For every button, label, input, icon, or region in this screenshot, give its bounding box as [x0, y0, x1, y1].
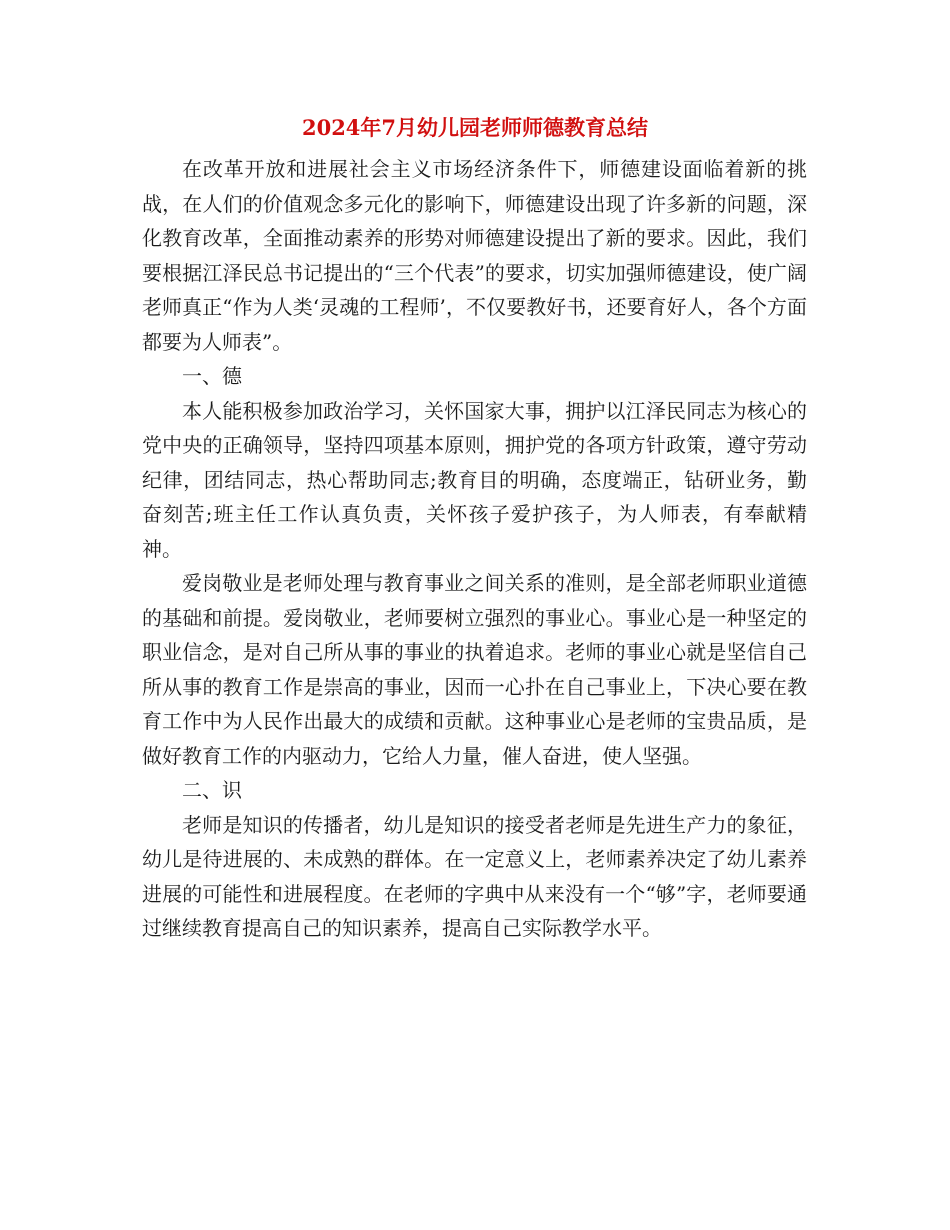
- section-heading-de: 一、德: [182, 364, 242, 388]
- document-title: 2024年7月幼儿园老师师德教育总结: [301, 115, 649, 140]
- document-body: [142, 152, 807, 946]
- paragraph-intro: 在改革开放和进展社会主义市场经济条件下，师德建设面临着新的挑战，在人们的价值观念多元化的影响下，师德建设出现了许多新的问题，深化教育改革，全面推动素养的形势对师德建设提出了新的要求。因此，我们要根据江泽民总书记提出的“三个代表”的要求，切实加强师德建设，使广阔老师真正“作为人类‘灵魂的工程师’，不仅要教好书，还要育好人，各个方面都要为人师表”。: [142, 157, 807, 354]
- section-heading-shi: 二、识: [182, 778, 242, 802]
- paragraph-de-1: 本人能积极参加政治学习，关怀国家大事，拥护以江泽民同志为核心的党中央的正确领导，坚持四项基本原则，拥护党的各项方针政策，遵守劳动纪律，团结同志，热心帮助同志;教育目的明确，态度端正，钻研业务，勤奋刻苦;班主任工作认真负责，关怀孩子爱护孩子，为人师表，有奉献精神。: [142, 398, 807, 561]
- paragraph-de-2: 爱岗敬业是老师处理与教育事业之间关系的准则，是全部老师职业道德的基础和前提。爱岗敬业，老师要树立强烈的事业心。事业心是一种坚定的职业信念，是对自己所从事的事业的执着追求。老师的事业心就是坚信自己所从事的教育工作是崇高的事业，因而一心扑在自己事业上，下决心要在教育工作中为人民作出最大的成绩和贡献。这种事业心是老师的宝贵品质，是做好教育工作的内驱动力，它给人力量，催人奋进，使人坚强。: [142, 571, 807, 768]
- paragraph-shi-1: 老师是知识的传播者，幼儿是知识的接受者老师是先进生产力的象征，幼儿是待进展的、未成熟的群体。在一定意义上，老师素养决定了幼儿素养进展的可能性和进展程度。在老师的字典中从来没有一个“够”字，老师要通过继续教育提高自己的知识素养，提高自己实际教学水平。: [142, 812, 807, 940]
